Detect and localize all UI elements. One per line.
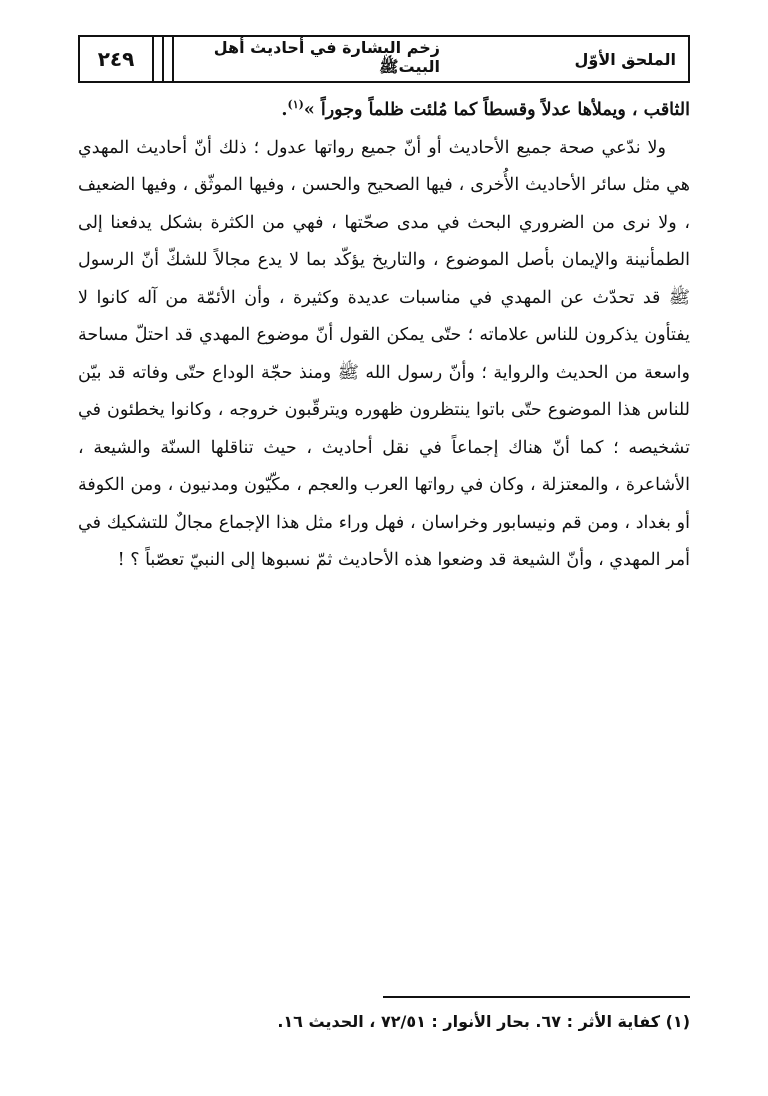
quote-end: . — [281, 100, 288, 120]
running-header — [78, 35, 690, 83]
section-title: الملحق الأوّل — [574, 49, 676, 69]
continued-quote-line — [78, 92, 690, 130]
footnote-marker: (١) — [287, 98, 304, 112]
quote-text: الثاقب ، ويملأها عدلاً وقسطاً كما مُلئت ظلماً وجوراً » — [303, 100, 690, 120]
footnote: (١) كفاية الأثر : ٦٧. بحار الأنوار : ٧٢/٥١ ، الحديث ١٦. — [277, 1012, 690, 1031]
paragraph: ولا ندّعي صحة جميع الأحاديث أو أنّ جميع رواتها عدول ؛ ذلك أنّ أحاديث المهدي هي مثل سائر الأحاديث الأُخرى ، فيها الصحيح والحسن ، وفيها الموثّق ، وفيها الضعيف ، ولا نرى من الضروري البحث في مدى صحّتها ، فهي من الكثرة بشكل يدفعنا إلى الطمأنينة والإيمان بأصل الموضوع ، والتاريخ يؤكّد بما لا يدع مجالاً للشكّ أنّ الرسول ﷺ قد تحدّث عن المهدي في مناسبات عديدة وكثيرة ، وأن الأئمّة من آله كانوا لا يفتأون يذكرون للناس علاماته ؛ حتّى يمكن القول أنّ موضوع المهدي قد احتلّ مساحة واسعة من الحديث والرواية ؛ وأنّ رسول الله ﷺ ومنذ حجّة الوداع حتّى وفاته قد بيّن للناس هذا الموضوع حتّى باتوا ينتظرون ظهوره ويترقّبون خروجه ، وكانوا يخطئون في تشخيصه ؛ كما أنّ هناك إجماعاً في نقل أحاديث ، حيث تناقلها السنّة والشيعة ، الأشاعرة ، والمعتزلة ، وكان في رواتها العرب والعجم ، مكّيّون ومدنيون ، ومن الكوفة أو بغداد ، ومن قم ونيسابور وخراسان ، فهل وراء مثل هذا الإجماع مجالٌ للتشكيك في أمر المهدي ، وأنّ الشيعة قد وضعوا هذه الأحاديث ثمّ نسبوها إلى النبيّ تعصّباً ؟ ! — [78, 137, 690, 570]
main-text — [78, 92, 690, 580]
book-title: زخم البشارة في أحاديث أهل البيتﷺ — [213, 38, 440, 76]
header-divider — [152, 37, 174, 81]
footnote-separator — [383, 996, 690, 998]
page-number: ٢٤٩ — [97, 47, 135, 71]
